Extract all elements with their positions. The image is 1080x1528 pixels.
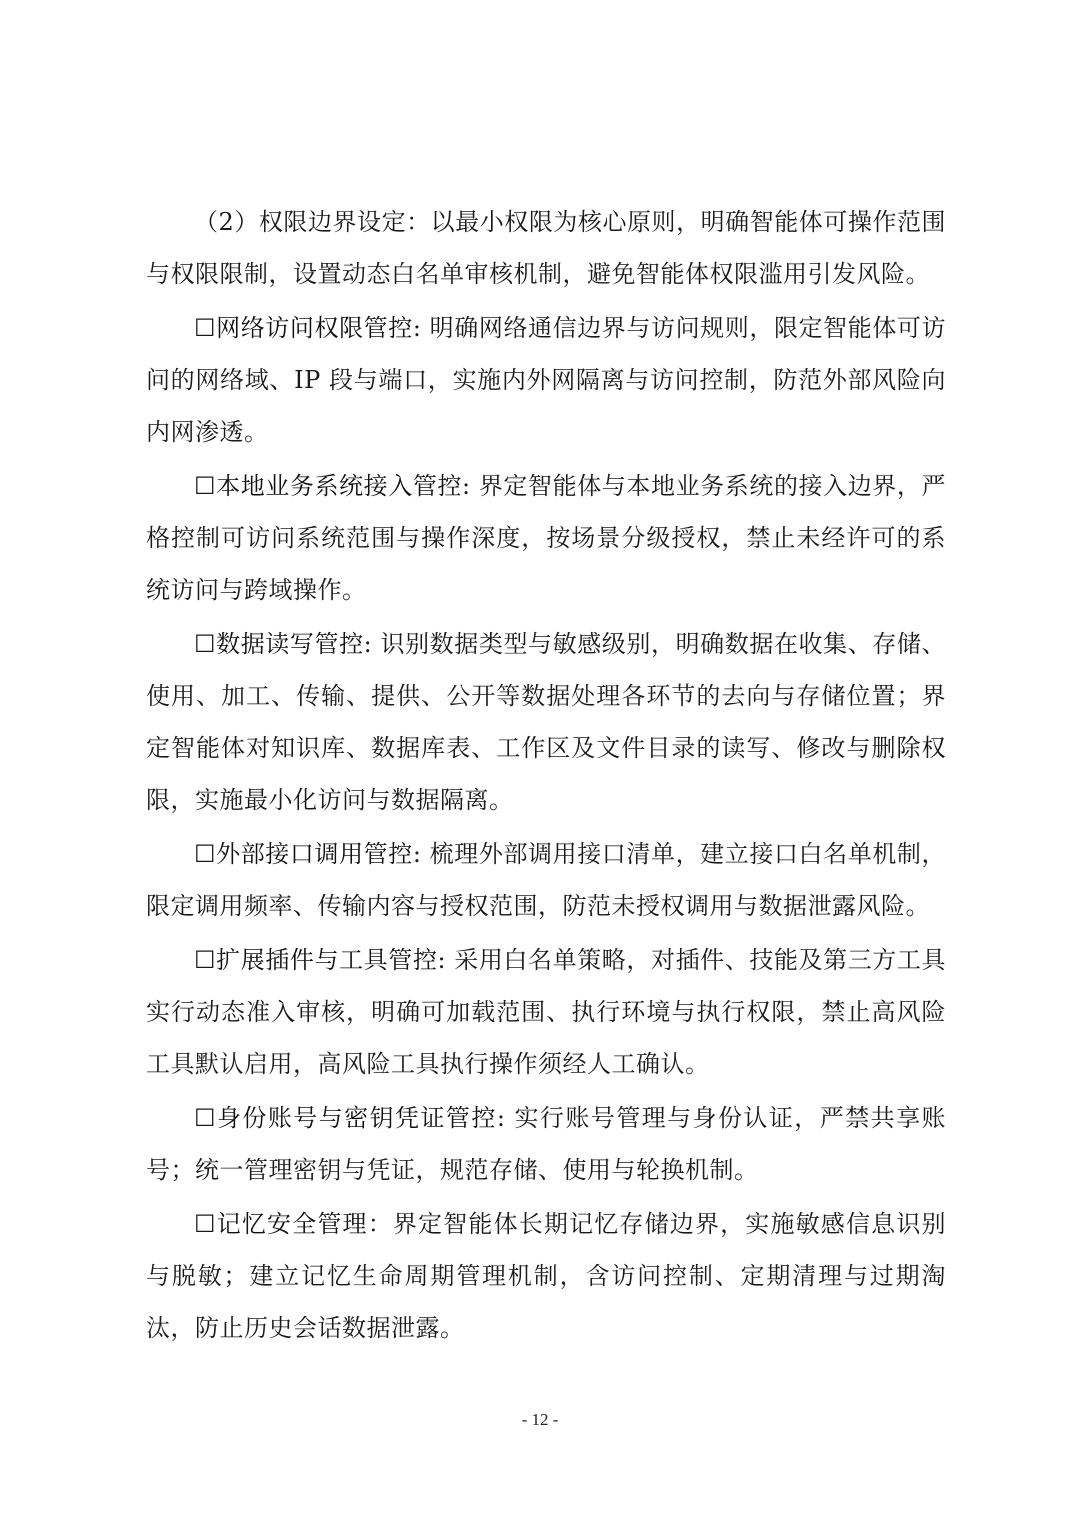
list-item-memory-security: [146, 1198, 946, 1354]
item-body: : 明确网络通信边界与访问规则，限定智能体可访问的网络域、IP 段与端口，实施内外网隔离与访问控制，防范外部风险向内网渗透。: [146, 314, 947, 446]
list-item-network-access: [146, 302, 946, 458]
checkbox-icon: ☐: [194, 1104, 217, 1132]
item-heading: 本地业务系统接入管控: [216, 472, 463, 500]
list-item-plugins-tools: [146, 934, 946, 1090]
checkbox-icon: ☐: [194, 472, 217, 500]
checkbox-icon: ☐: [194, 946, 217, 974]
item-body: : 界定智能体与本地业务系统的接入边界，严格控制可访问系统范围与操作深度，按场景分级授权，禁止未经许可的系统访问与跨域操作。: [146, 472, 946, 604]
item-heading: 网络访问权限管控: [216, 314, 413, 342]
item-heading: 外部接口调用管控: [216, 840, 413, 868]
item-heading: 数据读写管控: [216, 630, 364, 658]
item-body: : 梳理外部调用接口清单，建立接口白名单机制，限定调用频率、传输内容与授权范围，防范未授权调用与数据泄露风险。: [146, 840, 947, 920]
checkbox-icon: ☐: [194, 1210, 217, 1238]
item-body: : 实行账号管理与身份认证，严禁共享账号；统一管理密钥与凭证，规范存储、使用与轮换机制。: [146, 1104, 947, 1184]
item-body: : 采用白名单策略，对插件、技能及第三方工具实行动态准入审核，明确可加载范围、执行环境与执行权限，禁止高风险工具默认启用，高风险工具执行操作须经人工确认。: [146, 946, 946, 1078]
item-heading: 身份账号与密钥凭证管控: [216, 1104, 497, 1132]
checkbox-icon: ☐: [194, 840, 217, 868]
item-heading: 记忆安全管理: [216, 1210, 368, 1238]
page-content: [146, 196, 946, 1356]
list-item-identity-credentials: [146, 1092, 946, 1196]
list-item-local-system-access: [146, 460, 946, 616]
page-number: - 12 -: [521, 1410, 559, 1429]
checkbox-icon: ☐: [194, 630, 217, 658]
item-heading: 扩展插件与工具管控: [216, 946, 438, 974]
item-body: ：界定智能体长期记忆存储边界，实施敏感信息识别与脱敏；建立记忆生命周期管理机制，含访问控制、定期清理与过期淘汰，防止历史会话数据泄露。: [146, 1210, 946, 1342]
checkbox-icon: ☐: [194, 314, 217, 342]
list-item-data-read-write: [146, 618, 946, 826]
intro-paragraph: （2）权限边界设定：以最小权限为核心原则，明确智能体可操作范围与权限限制，设置动态白名单审核机制，避免智能体权限滥用引发风险。: [146, 208, 946, 288]
list-item-external-interface: [146, 828, 946, 932]
item-body: : 识别数据类型与敏感级别，明确数据在收集、存储、使用、加工、传输、提供、公开等数据处理各环节的去向与存储位置；界定智能体对知识库、数据库表、工作区及文件目录的读写、修改与删除权限，实施最小化访问与数据隔离。: [146, 630, 947, 814]
